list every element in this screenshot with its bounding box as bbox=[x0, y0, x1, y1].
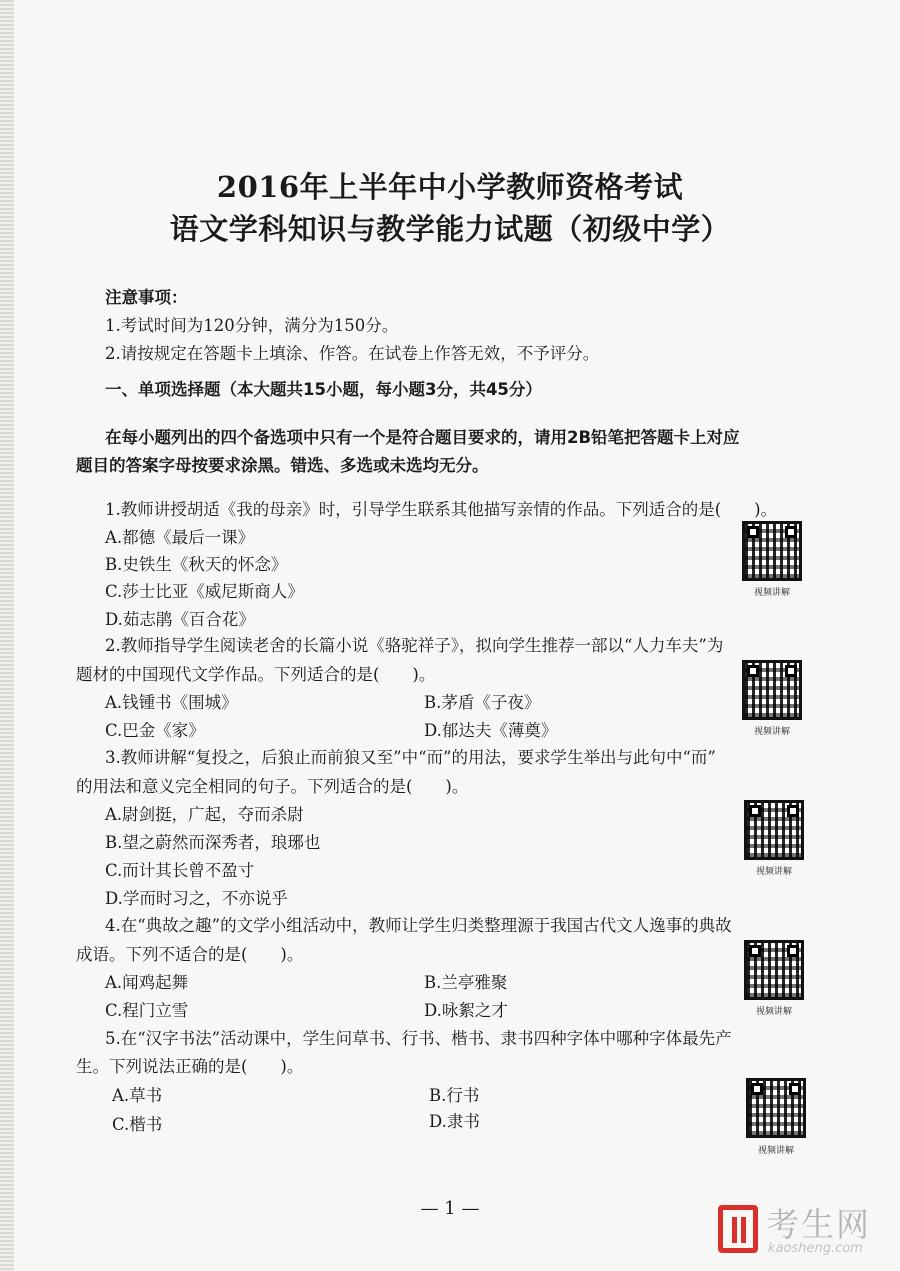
qr-label: 视频讲解 bbox=[755, 1007, 792, 1017]
section-instructions: 题目的答案字母按要求涂黑。错选、多选或未选均无分。 bbox=[76, 456, 489, 475]
question-1-option-c: C.莎士比亚《威尼斯商人》 bbox=[105, 582, 304, 601]
question-5-option-c: C.楷书 bbox=[112, 1115, 163, 1134]
watermark-logo bbox=[718, 1203, 888, 1259]
watermark-url: kaosheng.com bbox=[768, 1241, 863, 1256]
question-2-option-a: A.钱锺书《围城》 bbox=[105, 693, 238, 712]
question-5-stem: 5.在“汉字书法”活动课中，学生问草书、行书、楷书、隶书四种字体中哪种字体最先产 bbox=[105, 1029, 732, 1048]
question-4-option-a: A.闻鸡起舞 bbox=[105, 973, 189, 992]
question-2-option-b: B.茅盾《子夜》 bbox=[424, 693, 541, 712]
question-5-option-b: B.行书 bbox=[429, 1086, 480, 1105]
question-2-option-d: D.郁达夫《薄奠》 bbox=[424, 721, 558, 740]
qr-code-icon bbox=[744, 940, 804, 1000]
qr-code-icon bbox=[746, 1078, 806, 1138]
qr-code-icon bbox=[742, 660, 802, 720]
qr-label: 视频讲解 bbox=[757, 1146, 794, 1156]
question-4-option-d: D.咏絮之才 bbox=[424, 1001, 508, 1020]
question-3-option-c: C.而计其长曾不盈寸 bbox=[105, 861, 255, 880]
question-3-option-b: B.望之蔚然而深秀者，琅琊也 bbox=[105, 833, 321, 852]
question-4-stem: 4.在“典故之趣”的文学小组活动中，教师让学生归类整理源于我国古代文人逸事的典故 bbox=[105, 916, 732, 935]
exam-title-line2: 语文学科知识与教学能力试题（初级中学） bbox=[169, 212, 731, 246]
question-3-option-d: D.学而时习之，不亦说乎 bbox=[105, 889, 288, 908]
question-5-stem: 生。下列说法正确的是( )。 bbox=[76, 1057, 304, 1076]
question-4-option-c: C.程门立雪 bbox=[105, 1001, 189, 1020]
exam-title-line1: 2016年上半年中小学教师资格考试 bbox=[216, 170, 684, 204]
qr-code-icon bbox=[744, 800, 804, 860]
question-5-option-d: D.隶书 bbox=[429, 1112, 480, 1131]
watermark-brand: 考生网 bbox=[766, 1205, 871, 1244]
brand-logo-icon bbox=[718, 1205, 758, 1253]
question-5-option-a: A.草书 bbox=[112, 1086, 163, 1105]
question-2-option-c: C.巴金《家》 bbox=[105, 721, 205, 740]
question-3-stem: 3.教师讲解“复投之，后狼止而前狼又至”中“而”的用法，要求学生举出与此句中“而” bbox=[105, 748, 716, 767]
notice-item: 1.考试时间为120分钟，满分为150分。 bbox=[105, 316, 399, 335]
question-4-option-b: B.兰亭雅聚 bbox=[424, 973, 508, 992]
question-3-stem: 的用法和意义完全相同的句子。下列适合的是( )。 bbox=[76, 777, 469, 796]
page-number: — 1 — bbox=[420, 1198, 480, 1219]
question-1-option-a: A.都德《最后一课》 bbox=[105, 528, 255, 547]
question-1-stem: 1.教师讲授胡适《我的母亲》时，引导学生联系其他描写亲情的作品。下列适合的是( )。 bbox=[105, 500, 778, 519]
question-1-option-b: B.史铁生《秋天的怀念》 bbox=[105, 555, 288, 574]
question-1-option-d: D.茹志鹃《百合花》 bbox=[105, 610, 255, 629]
section-instructions: 在每小题列出的四个备选项中只有一个是符合题目要求的，请用2B铅笔把答题卡上对应 bbox=[105, 428, 740, 447]
question-3-option-a: A.尉剑挺，广起，夺而杀尉 bbox=[105, 805, 304, 824]
qr-label: 视频讲解 bbox=[755, 867, 792, 877]
question-2-stem: 题材的中国现代文学作品。下列适合的是( )。 bbox=[76, 665, 436, 684]
question-4-stem: 成语。下列不适合的是( )。 bbox=[76, 945, 304, 964]
notice-item: 2.请按规定在答题卡上填涂、作答。在试卷上作答无效，不予评分。 bbox=[105, 344, 600, 363]
qr-label: 视频讲解 bbox=[753, 588, 790, 598]
qr-code-icon bbox=[742, 521, 802, 581]
notice-heading: 注意事项： bbox=[105, 288, 188, 307]
qr-label: 视频讲解 bbox=[753, 727, 790, 737]
section-heading: 一、单项选择题（本大题共15小题，每小题3分，共45分） bbox=[105, 380, 542, 399]
question-2-stem: 2.教师指导学生阅读老舍的长篇小说《骆驼祥子》，拟向学生推荐一部以“人力车夫”为 bbox=[105, 636, 724, 655]
